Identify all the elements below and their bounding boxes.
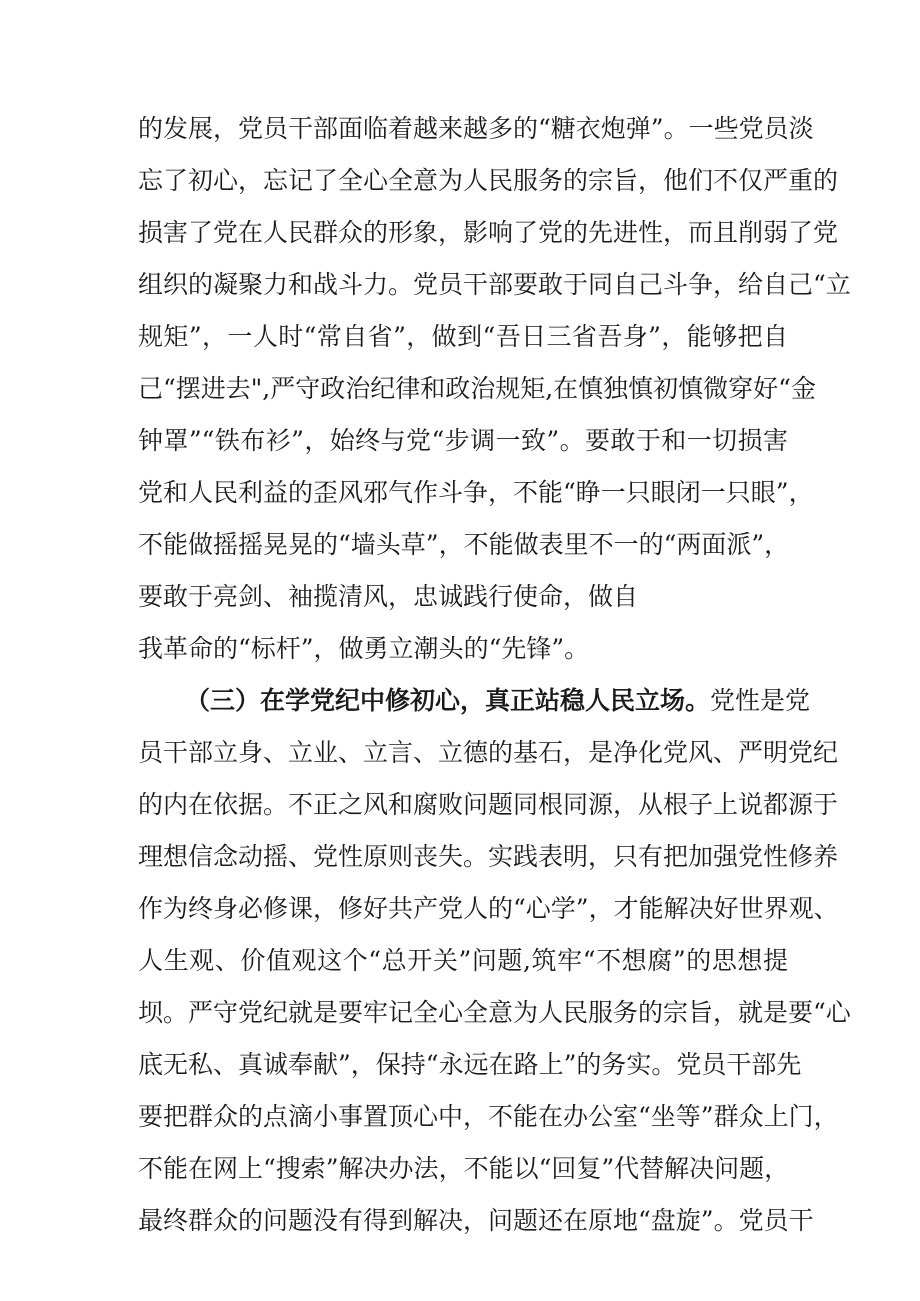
paragraph-line: 党和人民利益的歪风邪气作斗争，不能“睁一只眼闭一只眼”， — [138, 478, 814, 507]
section-first-line — [185, 684, 811, 718]
paragraph-line: 底无私、真诚奉献”，保持“永远在路上”的务实。党员干部先 — [138, 1050, 802, 1079]
section-heading: （三）在学党纪中修初心，真正站稳人民立场。 — [185, 686, 711, 715]
paragraph-line: 作为终身必修课，修好共产党人的“心学”，才能解决好世界观、 — [138, 894, 839, 923]
paragraph-line: 的内在依据。不正之风和腐败问题同根同源，从根子上说都源于 — [138, 790, 839, 819]
paragraph-line: 理想信念动摇、党性原则丧失。实践表明，只有把加强党性修养 — [138, 842, 839, 871]
paragraph-line: 坝。严守党纪就是要牢记全心全意为人民服务的宗旨，就是要“心 — [138, 998, 851, 1027]
paragraph-line: 不能在网上“搜索”解决办法，不能以“回复”代替解决问题， — [138, 1154, 790, 1183]
paragraph-line: 员干部立身、立业、立言、立德的基石，是净化党风、严明党纪 — [138, 738, 839, 767]
paragraph-line: 忘了初心，忘记了全心全意为人民服务的宗旨，他们不仅严重的 — [138, 166, 839, 195]
paragraph-line: 规矩”，一人时“常自省”，做到“吾日三省吾身”，能够把自 — [138, 322, 788, 351]
paragraph-line: 钟罩”“铁布衫”，始终与党“步调一致”。要敢于和一切损害 — [138, 426, 788, 455]
paragraph-line: 人生观、价值观这个“总开关”问题,筑牢“不想腐”的思想提 — [138, 946, 788, 975]
paragraph-line: 损害了党在人民群众的形象，影响了党的先进性，而且削弱了党 — [138, 218, 839, 247]
paragraph-line: 要把群众的点滴小事置顶心中，不能在办公室“坐等”群众上门， — [138, 1102, 839, 1131]
paragraph-line: 组织的凝聚力和战斗力。党员干部要敢于同自己斗争，给自己“立 — [138, 270, 851, 299]
paragraph-line: 最终群众的问题没有得到解决，问题还在原地“盘旋”。党员干 — [138, 1206, 814, 1235]
paragraph-line: 的发展，党员干部面临着越来越多的“糖衣炮弹”。一些党员淡 — [138, 114, 814, 143]
section-first-line-text: 党性是党 — [710, 686, 811, 715]
paragraph-line: 不能做摇摇晃晃的“墙头草”，不能做表里不一的“两面派”， — [138, 530, 790, 559]
paragraph-line: 要敢于亮剑、袖揽清风，忠诚践行使命，做自 — [138, 582, 639, 611]
paragraph-line: 我革命的“标杆”，做勇立潮头的“先锋”。 — [138, 634, 590, 663]
paragraph-line: 己“摆进去",严守政治纪律和政治规矩,在慎独慎初慎微穿好“金 — [138, 374, 816, 403]
